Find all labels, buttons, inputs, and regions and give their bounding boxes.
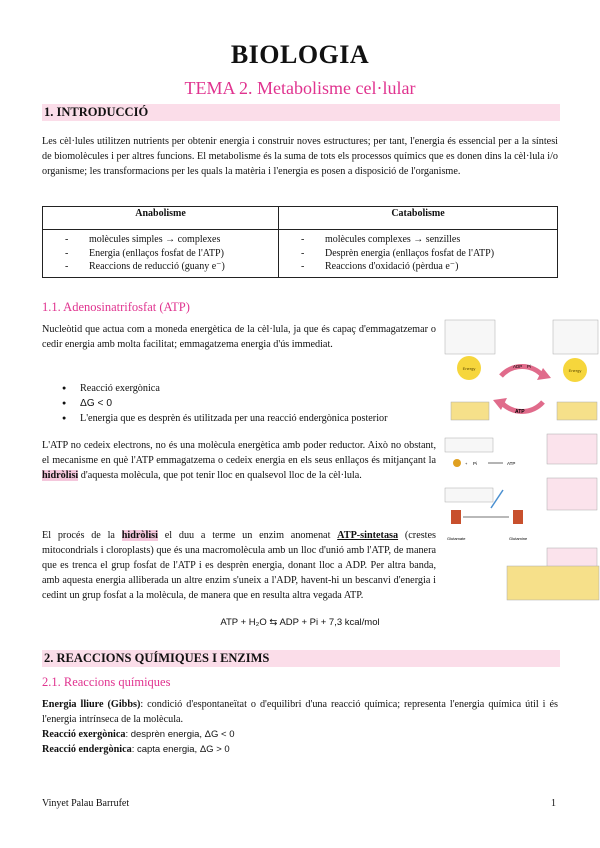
molecule-glyph (513, 510, 523, 524)
page-title: BIOLOGIA (230, 40, 370, 69)
term-endergonic: Reacció endergònica (42, 744, 132, 755)
atp-label: ATP (507, 461, 516, 466)
highlight-term: hidròlisi (121, 530, 158, 541)
glutamine-label: Glutamine (509, 536, 528, 541)
section-heading-reactions: 2. REACCIONS QUÍMIQUES I ENZIMS (42, 650, 560, 667)
molecule-glyph (453, 459, 461, 467)
energy-label: Energy (568, 368, 582, 373)
term-gibbs: Energia lliure (Gibbs) (42, 699, 141, 710)
atp-cycle-figure (443, 318, 600, 618)
term-exergonic: Reacció exergònica (42, 729, 126, 740)
topic-title: TEMA 2. Metabolisme cel·lular (184, 78, 416, 98)
atp-paragraph-2: L'ATP no cedeix electrons, no és una molècula energètica amb poder reductor. Això no obstant, el mecanisme en què l'ATP emmagatzema o cedeix energia en els seus enllaços és mitjançant la hidròlisi d'aquesta molècula, que pot tenir lloc en qualsevol lloc de la cèl·lula. (42, 440, 436, 481)
list-item: - Energia (enllaços fosfat de l'ATP) (65, 247, 278, 261)
section-heading-introduction: 1. INTRODUCCIÓ (42, 104, 560, 121)
energy-burst-left (457, 356, 481, 380)
catabolism-cell (279, 230, 558, 278)
figure-label-box (445, 488, 493, 502)
table-header-catabolism: Catabolisme (279, 207, 558, 230)
list-item: - molècules simples → complexes (65, 233, 278, 247)
adp-label: ADP (513, 364, 523, 369)
plus-sign: + (465, 461, 468, 466)
list-item: - Reaccions d'oxidació (pèrdua e⁻) (301, 260, 557, 274)
figure-label-box (445, 320, 495, 354)
highlight-term: hidròlisi (42, 470, 79, 481)
pi-label: Pi (527, 364, 532, 369)
anabolism-catabolism-table (42, 206, 558, 278)
glutamate-label: Glutamate (447, 536, 466, 541)
list-item: - Desprèn energia (enllaços fosfat de l'ATP) (301, 247, 557, 261)
energy-burst-right (563, 358, 587, 382)
list-item: ● Reacció exergònica (62, 381, 388, 396)
atp-paragraph-3: El procés de la hidròlisi el duu a terme un enzim anomenat ATP-sintetasa (crestes mitocondrials i cloroplasts) que és una macromolècula amb un lloc d'unió amb l'ATP, de manera que es trenca el grup fosfat de l'ATP i es desprèn energia, donant lloc a ADP. Per altra banda, amb aquesta energia alliberada un altre enzim s'uneix a l'ADP, havent-hi un bescanvi d'energia i cedint un grup fosfat a la molècula, de manera que en resulta altra vegada ATP. (42, 530, 436, 601)
anabolism-cell (43, 230, 279, 278)
figure-label-box (445, 438, 493, 452)
list-item: ● ΔG < 0 (62, 396, 388, 411)
footer-page-number: 1 (551, 798, 556, 809)
figure-label-box (451, 402, 489, 420)
pi-label: Pi (473, 461, 478, 466)
intro-paragraph: Les cèl·lules utilitzen nutrients per obtenir energia i construir noves estructures; per tant, l'energia és essencial per a la síntesi de biomolècules i per altres funcions. El metabolisme és la suma de tots els processos químics que es donen dins la cèl·lula i/o organisme; les transformacions per les quals la matèria i l'energia es posen a disposició de l'organisme. (42, 136, 558, 177)
list-item: ● L'energia que es desprèn és utilitzada per una reacció endergònica posterior (62, 411, 388, 426)
figure-label-box (553, 320, 598, 354)
molecule-glyph (451, 510, 461, 524)
list-item: - molècules complexes → senzilles (301, 233, 557, 247)
atp-label: ATP (515, 409, 525, 415)
figure-label-box (557, 402, 597, 420)
footer-author: Vinyet Palau Barrufet (42, 798, 130, 809)
exergonic-definition: Reacció exergònica: desprèn energia, ΔG < 0 (42, 729, 235, 740)
subsection-heading-reactions: 2.1. Reaccions químiques (42, 675, 171, 689)
energy-label: Energy (462, 366, 476, 371)
list-item: - Reaccions de reducció (guany e⁻) (65, 260, 278, 274)
table-header-anabolism: Anabolisme (43, 207, 279, 230)
figure-label-box (547, 478, 597, 510)
atp-bullet-list (62, 381, 388, 426)
underlined-term: ATP-sintetasa (337, 530, 399, 541)
endergonic-definition: Reacció endergònica: capta energia, ΔG > 0 (42, 744, 230, 755)
atp-paragraph-1: Nucleòtid que actua com a moneda energètica de la cèl·lula, ja que és capaç d'emmagatzemar o cedir energia amb molta facilitat; emmagatzema energia d'ús immediat. (42, 324, 436, 350)
figure-label-box (507, 566, 599, 600)
subsection-heading-atp: 1.1. Adenosinatrifosfat (ATP) (42, 300, 190, 314)
gibbs-definition: Energia lliure (Gibbs): condició d'espontaneïtat o d'equilibri d'una reacció química; representa l'energia química útil i és l'energia intrínseca de la molècula. (42, 699, 558, 725)
atp-equation: ATP + H₂O ⇆ ADP + Pi + 7,3 kcal/mol (220, 617, 380, 628)
figure-label-box (547, 434, 597, 464)
